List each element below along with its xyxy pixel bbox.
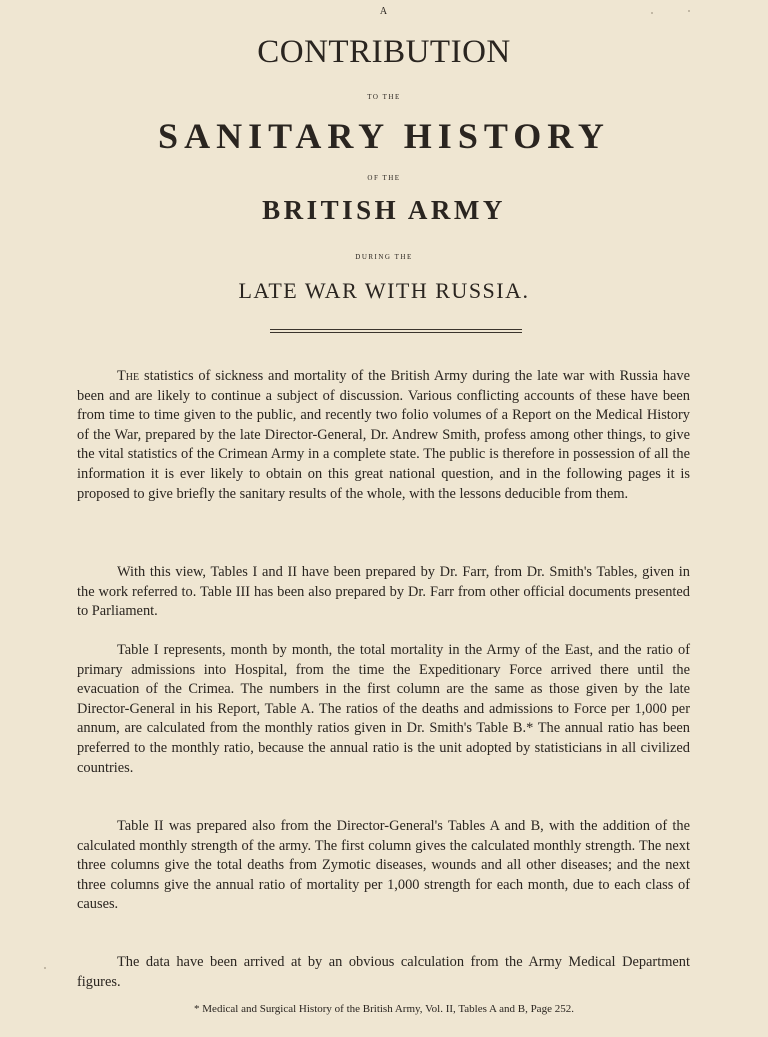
paragraph-table-two: Table II was prepared also from the Director-General's Tables A and B, with the addition of the calculated monthly strength of the army. The first column gives the calculated monthly strength. The next three columns give the total deaths from Zymotic diseases, wounds and all other diseases; and the next three columns give the annual ratio of mortality per 1,000 strength for each month, due to each class of causes. bbox=[77, 818, 690, 913]
title-contribution: CONTRIBUTION bbox=[257, 34, 511, 70]
title-article: A bbox=[379, 6, 389, 17]
title-late-war: LATE WAR WITH RUSSIA. bbox=[238, 278, 530, 303]
footnote: * Medical and Surgical History of the British Army, Vol. II, Tables A and B, Page 252. bbox=[194, 1003, 574, 1015]
title-connector-during-the: DURING THE bbox=[355, 253, 413, 261]
title-connector-of-the: OF THE bbox=[367, 174, 401, 182]
paper-speck bbox=[651, 12, 653, 14]
title-divider-rule bbox=[270, 329, 522, 333]
paper-speck bbox=[688, 10, 690, 12]
paragraph-table-one: Table I represents, month by month, the total mortality in the Army of the East, and the ratio of primary admissions into Hospital, from the time the Expeditionary Force arrived there until the evacuation of the Crimea. The numbers in the first column are the same as those given by the late Director-General in his Report, Table A. The ratios of the deaths and admissions to Force per 1,000 per annum, are calculated from the monthly ratios given in Dr. Smith's Table B.* The annual ratio has been preferred to the monthly ratio, because the annual ratio is the unit adopted by statisticians in all civilized countries. bbox=[77, 642, 690, 776]
paragraph-intro bbox=[77, 367, 690, 504]
title-british-army: BRITISH ARMY bbox=[262, 195, 506, 225]
paragraph-intro-lead: The bbox=[117, 368, 140, 384]
title-sanitary-history: SANITARY HISTORY bbox=[158, 116, 610, 156]
paragraph-tables-prepared: With this view, Tables I and II have been prepared by Dr. Farr, from Dr. Smith's Tables, given in the work referred to. Table III has been also prepared by Dr. Farr from other official documents presented to Parliament. bbox=[77, 564, 690, 620]
paragraph-intro-body: statistics of sickness and mortality of the British Army during the late war with Russia have been and are likely to continue a subject of discussion. Various conflicting accounts of these have been from time to time given to the public, and recently two folio volumes of a Report on the Medical History of the War, prepared by the late Director-General, Dr. Andrew Smith, profess among other things, to give the vital statistics of the Crimean Army in a complete state. The public is therefore in possession of all the information it is ever likely to obtain on this great national question, and in the following pages it is proposed to give briefly the sanitary results of the whole, with the lessons deducible from them. bbox=[77, 368, 690, 502]
paragraph-data-source: The data have been arrived at by an obvious calculation from the Army Medical Department figures. bbox=[77, 954, 690, 990]
title-connector-to-the: TO THE bbox=[367, 93, 401, 101]
paper-speck bbox=[44, 967, 46, 969]
